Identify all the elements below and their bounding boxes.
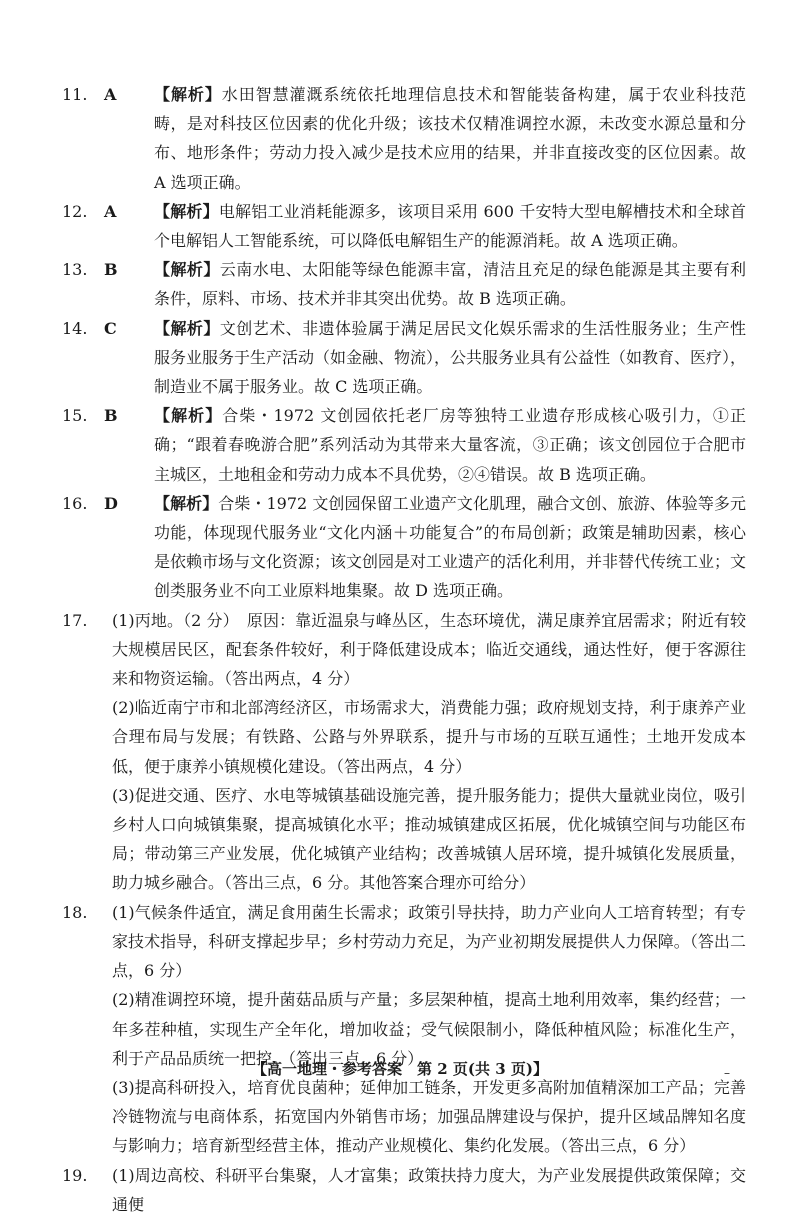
- question-number: 14.: [62, 318, 88, 338]
- analysis-tag: 【解析】: [154, 260, 220, 280]
- answer-15: [62, 401, 746, 489]
- analysis-text: 合柴・1972 文创园保留工业遗产文化肌理，融合文创、旅游、体验等多元功能，体现现代服务业“文化内涵＋功能复合”的布局创新；政策是辅助因素，核心是依赖市场与文化资源；该文创园是对工业遗产的活化利用，并非替代传统工业；文创类服务业不向工业原料地集聚。故 D 选项正确。: [154, 493, 747, 601]
- question-number: 12.: [62, 201, 88, 221]
- answer-content: [62, 80, 746, 1219]
- answer-12: [62, 197, 746, 255]
- analysis-tag: 【解析】: [154, 406, 223, 426]
- analysis-tag: 【解析】: [154, 201, 219, 221]
- answer-part-2: (2)精准调控环境，提升菌菇品质与产量；多层架种植，提高土地利用效率，集约经营；一年多茬种植，实现生产全年化，增加收益；受气候限制小，降低种植风险；标准化生产，利于产品品质统一把控。（答出三点，6 分）: [112, 990, 746, 1068]
- question-number: 19.: [62, 1165, 88, 1185]
- answer-letter: B: [104, 406, 118, 426]
- analysis-tag: 【解析】: [154, 318, 220, 338]
- page-footer: 【高一地理・参考答案 第 2 页(共 3 页)】: [252, 1060, 548, 1078]
- analysis-text: 电解铝工业消耗能源多，该项目采用 600 千安特大型电解槽技术和全球首个电解铝人工智能系统，可以降低电解铝生产的能源消耗。故 A 选项正确。: [154, 201, 746, 251]
- question-17: [62, 606, 746, 898]
- analysis-text: 云南水电、太阳能等绿色能源丰富，清洁且充足的绿色能源是其主要有利条件，原料、市场、技术并非其突出优势。故 B 选项正确。: [154, 260, 746, 309]
- answer-13: [62, 255, 746, 313]
- question-number: 11.: [62, 85, 88, 104]
- question-number: 18.: [62, 902, 88, 922]
- answer-letter: B: [104, 260, 118, 280]
- analysis-text: 水田智慧灌溉系统依托地理信息技术和智能装备构建，属于农业科技范畴，是对科技区位因素的优化升级；该技术仅精准调控水源，未改变水源总量和分布、地形条件；劳动力投入减少是技术应用的结果，并非直接改变的区位因素。故 A 选项正确。: [154, 85, 746, 192]
- answer-letter: D: [104, 493, 118, 513]
- analysis-tag: 【解析】: [154, 493, 219, 513]
- answer-part-3: (3)提高科研投入，培育优良菌种；延伸加工链条，开发更多高附加值精深加工产品；完善冷链物流与电商体系，拓宽国内外销售市场；加强品牌建设与保护，提升区域品牌知名度与影响力；培育新型经营主体，推动产业规模化、集约化发展。（答出三点，6 分）: [112, 1077, 746, 1156]
- question-number: 16.: [62, 493, 88, 513]
- answer-part-3: (3)促进交通、医疗、水电等城镇基础设施完善，提升服务能力；提供大量就业岗位，吸引乡村人口向城镇集聚，提高城镇化水平；推动城镇建成区拓展，优化城镇空间与功能区布局；带动第三产业发展，优化城镇产业结构；改善城镇人居环境，提升城镇化发展质量，助力城乡融合。（答出三点，6 分。其他答案合理亦可给分）: [112, 785, 746, 893]
- answer-part-1: (1)气候条件适宜，满足食用菌生长需求；政策引导扶持，助力产业向人工培育转型；有专家技术指导，科研支撑起步早；乡村劳动力充足，为产业初期发展提供人力保障。（答出二点，6 分）: [112, 902, 746, 981]
- answer-letter: A: [104, 85, 117, 104]
- corner-mark: –: [724, 1066, 730, 1080]
- answer-letter: A: [104, 201, 117, 221]
- analysis-tag: 【解析】: [154, 85, 222, 104]
- answer-part-2: (2)临近南宁市和北部湾经济区，市场需求大，消费能力强；政府规划支持，利于康养产业合理布局与发展；有铁路、公路与外界联系，提升与市场的互联互通性；土地开发成本低，便于康养小镇规模化建设。（答出两点，4 分）: [112, 698, 746, 776]
- question-18: [62, 898, 746, 1161]
- answer-14: [62, 314, 746, 402]
- answer-part-1: (1)周边高校、科研平台集聚，人才富集；政策扶持力度大，为产业发展提供政策保障；交通便: [112, 1165, 746, 1214]
- answer-letter: C: [104, 318, 117, 338]
- answer-11: [62, 80, 746, 197]
- answer-16: [62, 489, 746, 606]
- question-number: 17.: [62, 610, 88, 630]
- answer-part-1: (1)丙地。（2 分） 原因：靠近温泉与峰丛区，生态环境优，满足康养宜居需求；附近有较大规模居民区，配套条件较好，利于降低建设成本；临近交通线，通达性好，便于客源往来和物资运输。（答出两点，4 分）: [112, 610, 746, 689]
- question-number: 15.: [62, 406, 88, 426]
- question-number: 13.: [62, 260, 88, 280]
- analysis-text: 文创艺术、非遗体验属于满足居民文化娱乐需求的生活性服务业；生产性服务业服务于生产活动（如金融、物流），公共服务业具有公益性（如教育、医疗），制造业不属于服务业。故 C 选项正确。: [154, 318, 747, 397]
- question-19: [62, 1161, 746, 1219]
- analysis-text: 合柴・1972 文创园依托老厂房等独特工业遗存形成核心吸引力，①正确；“跟着春晚游合肥”系列活动为其带来大量客流，③正确；该文创园位于合肥市主城区，土地租金和劳动力成本不具优势，②④错误。故 B 选项正确。: [154, 406, 746, 484]
